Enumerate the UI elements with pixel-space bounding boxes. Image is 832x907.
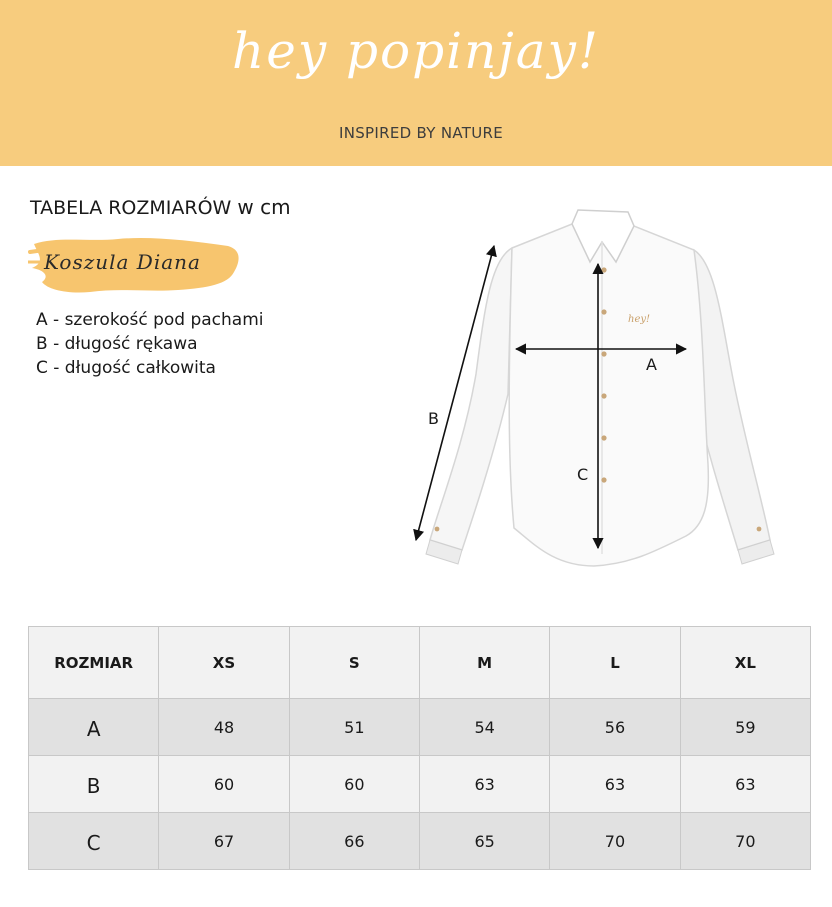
table-cell: 56 bbox=[550, 699, 680, 756]
shirt-icon bbox=[426, 210, 774, 566]
table-cell: 60 bbox=[159, 756, 289, 813]
page-title-text: TABELA ROZMIARÓW bbox=[30, 197, 232, 219]
table-cell: 70 bbox=[550, 813, 680, 870]
size-table bbox=[28, 626, 811, 870]
table-row bbox=[29, 699, 811, 756]
row-label: C bbox=[29, 813, 159, 870]
header-cell-l: L bbox=[550, 627, 680, 699]
label-c: C bbox=[577, 465, 589, 484]
table-row bbox=[29, 813, 811, 870]
table-cell: 67 bbox=[159, 813, 289, 870]
label-b: B bbox=[428, 409, 439, 428]
header-cell-xs: XS bbox=[159, 627, 289, 699]
header-cell-s: S bbox=[289, 627, 419, 699]
brand-logo: hey popinjay! bbox=[232, 22, 600, 80]
table-cell: 48 bbox=[159, 699, 289, 756]
table-cell: 63 bbox=[419, 756, 549, 813]
legend-item-b: B - długość rękawa bbox=[36, 334, 198, 354]
table-cell: 59 bbox=[680, 699, 810, 756]
table-row bbox=[29, 756, 811, 813]
table-header-row bbox=[29, 627, 811, 699]
table-cell: 65 bbox=[419, 813, 549, 870]
brand-tagline: INSPIRED BY NATURE bbox=[338, 124, 503, 142]
shirt-measurement-diagram bbox=[404, 204, 784, 576]
table-cell: 63 bbox=[550, 756, 680, 813]
header-cell-rozmiar: ROZMIAR bbox=[29, 627, 159, 699]
product-name: Koszula Diana bbox=[44, 250, 201, 274]
legend-item-a: A - szerokość pod pachami bbox=[36, 310, 264, 330]
header-cell-m: M bbox=[419, 627, 549, 699]
table-cell: 60 bbox=[289, 756, 419, 813]
embroidery-logo: hey! bbox=[628, 314, 651, 325]
row-label: B bbox=[29, 756, 159, 813]
header-banner bbox=[0, 0, 832, 166]
measurement-legend bbox=[36, 308, 264, 380]
table-cell: 51 bbox=[289, 699, 419, 756]
row-label: A bbox=[29, 699, 159, 756]
page-title-unit: w cm bbox=[237, 195, 291, 219]
table-cell: 70 bbox=[680, 813, 810, 870]
label-a: A bbox=[646, 355, 657, 374]
table-cell: 54 bbox=[419, 699, 549, 756]
table-cell: 66 bbox=[289, 813, 419, 870]
header-cell-xl: XL bbox=[680, 627, 810, 699]
table-cell: 63 bbox=[680, 756, 810, 813]
page-title bbox=[30, 195, 291, 219]
legend-item-c: C - długość całkowita bbox=[36, 358, 216, 378]
